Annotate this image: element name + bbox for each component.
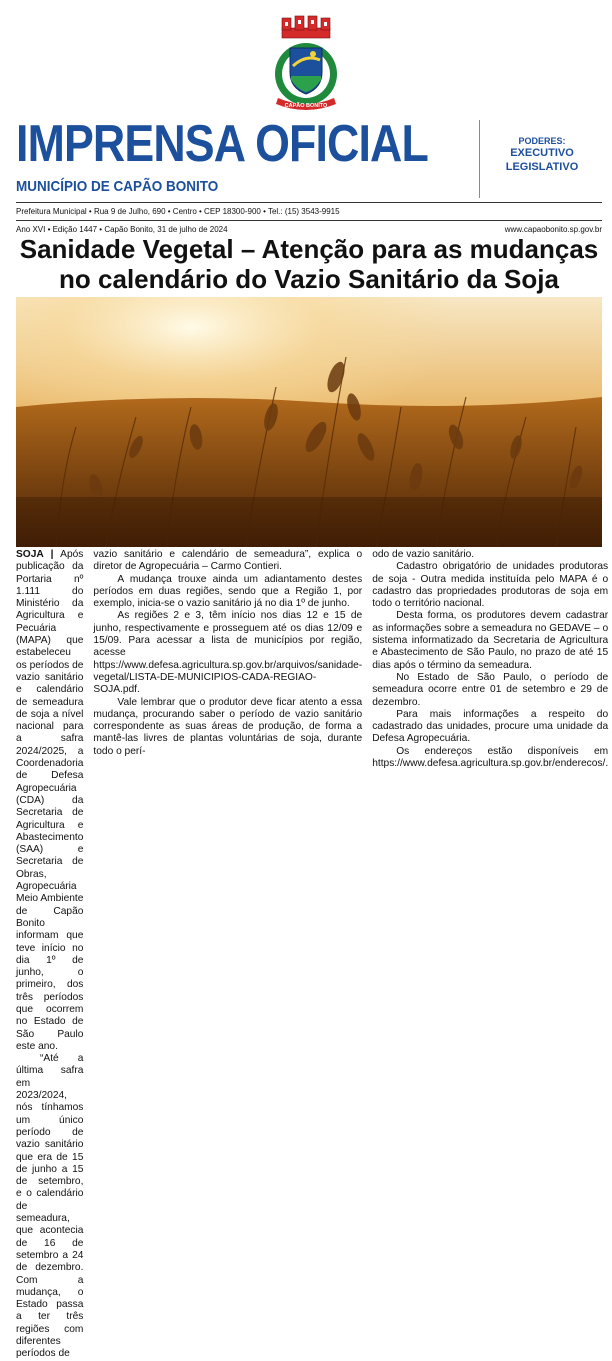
- article-paragraph: Vale lembrar que o produtor deve ficar atento a essa mudança, procurando saber o período de vazio sanitário correspondente as suas áreas de produção, de forma a mantê-las livres de plantas voluntárias de soja, durante todo o perí-: [93, 696, 363, 757]
- mid-rule: [16, 220, 602, 221]
- power-legislative: LEGISLATIVO: [505, 161, 579, 173]
- article-paragraph: Os endereços estão disponíveis em https://www.defesa.agricultura.sp.gov.br/enderecos/.: [372, 745, 609, 770]
- article-section-tag: SOJA |: [16, 549, 54, 560]
- crest-ribbon-text: CAPÃO BONITO: [284, 103, 328, 109]
- article-paragraph: “Até a última safra em 2023/2024, nós tínhamos um único período de vazio sanitário que era de 15 de junho a 15 de setembro, e o calendário de semeadura, que acontecia de 16 de setembro a 24 de dezembro. Com a mudança, o Estado passa a ter três regiões com diferentes períodos de: [16, 1053, 84, 1360]
- article-column-2: [93, 549, 362, 845]
- article-paragraph: As regiões 2 e 3, têm início nos dias 12 e 15 de junho, respectivamente e prosseguem até os dias 12/09 e 15/09. Para acessar a lista de municípios por região, acesse https://www.defesa.agricultura.sp.gov.br/arquivos/sanidade-vegetal/LISTA-DE-MUNICIPIOS-CADA-REGIAO-SOJA.pdf.: [93, 610, 363, 696]
- article-paragraph: A mudança trouxe ainda um adiantamento destes períodos em duas regiões, sendo que a Região 1, por exemplo, inicia-se o vazio sanitário já no dia 1º de junho.: [93, 573, 363, 610]
- article-column-1: [16, 549, 84, 1360]
- article-paragraph: vazio sanitário e calendário de semeadura”, explica o diretor de Agropecuária – Carmo Contieri.: [93, 549, 363, 573]
- article-paragraph: Desta forma, os produtores devem cadastrar as informações sobre a semeadura no GEDAVE – o sistema informatizado da Secretaria de Agricultura e Abastecimento de São Paulo, no prazo de até 15 dias após o término da semeadura.: [372, 610, 609, 671]
- municipality-name: MUNICÍPIO DE CAPÃO BONITO: [16, 178, 219, 195]
- article-paragraph: odo de vazio sanitário.: [372, 549, 475, 560]
- article-body: [16, 549, 609, 1360]
- article-paragraph: Cadastro obrigatório de unidades produtoras de soja - Outra medida instituída pelo MAPA é o cadastro das propriedades produtoras de soja em todo o território nacional.: [372, 561, 609, 610]
- masthead: [16, 115, 495, 173]
- article-paragraph: SOJA | Após publicação da Portaria nº 1.111 do Ministério da Agricultura e Pecuária (MAPA) que estabeleceu os períodos de vazio sanitário e calendário de semeadura de soja a nível nacional para a safra 2024/2025, a Coordenadoria de Defesa Agropecuária (CDA) da Secretaria de Agricultura e Abastecimento (SAA) e Secretaria de Obras, Agropecuária Meio Ambiente de Capão Bonito informam que teve início no dia 1º de junho, o primeiro, dos três períodos que ocorrem no Estado de São Paulo este ano.: [16, 549, 84, 1052]
- municipal-crest: [264, 14, 348, 110]
- powers-label: PODERES:: [518, 136, 566, 146]
- article-headline: Sanidade Vegetal – Atenção para as mudanças no calendário do Vazio Sanitário da Soja: [19, 234, 599, 294]
- address-line: Prefeitura Municipal • Rua 9 de Julho, 690 • Centro • CEP 18300-900 • Tel.: (15) 3543-9915: [16, 207, 340, 216]
- soybean-field-photo: [16, 297, 602, 547]
- article-column-3: [372, 549, 608, 845]
- masthead-divider: [479, 120, 480, 198]
- article-paragraph: No Estado de São Paulo, o período de semeadura ocorre entre 01 de setembro e 29 de dezembro.: [372, 671, 609, 708]
- powers-box: [487, 136, 597, 174]
- publication-title: IMPRENSA OFICIAL: [16, 115, 428, 173]
- article-paragraph: Para mais informações a respeito do cadastrado das unidades, procure uma unidade da Defesa Agropecuária.: [372, 708, 609, 745]
- edition-line: Ano XVI • Edição 1447 • Capão Bonito, 31 de julho de 2024: [16, 225, 228, 234]
- power-executive: EXECUTIVO: [510, 147, 574, 159]
- website-link[interactable]: www.capaobonito.sp.gov.br: [504, 225, 602, 234]
- top-rule: [16, 202, 602, 203]
